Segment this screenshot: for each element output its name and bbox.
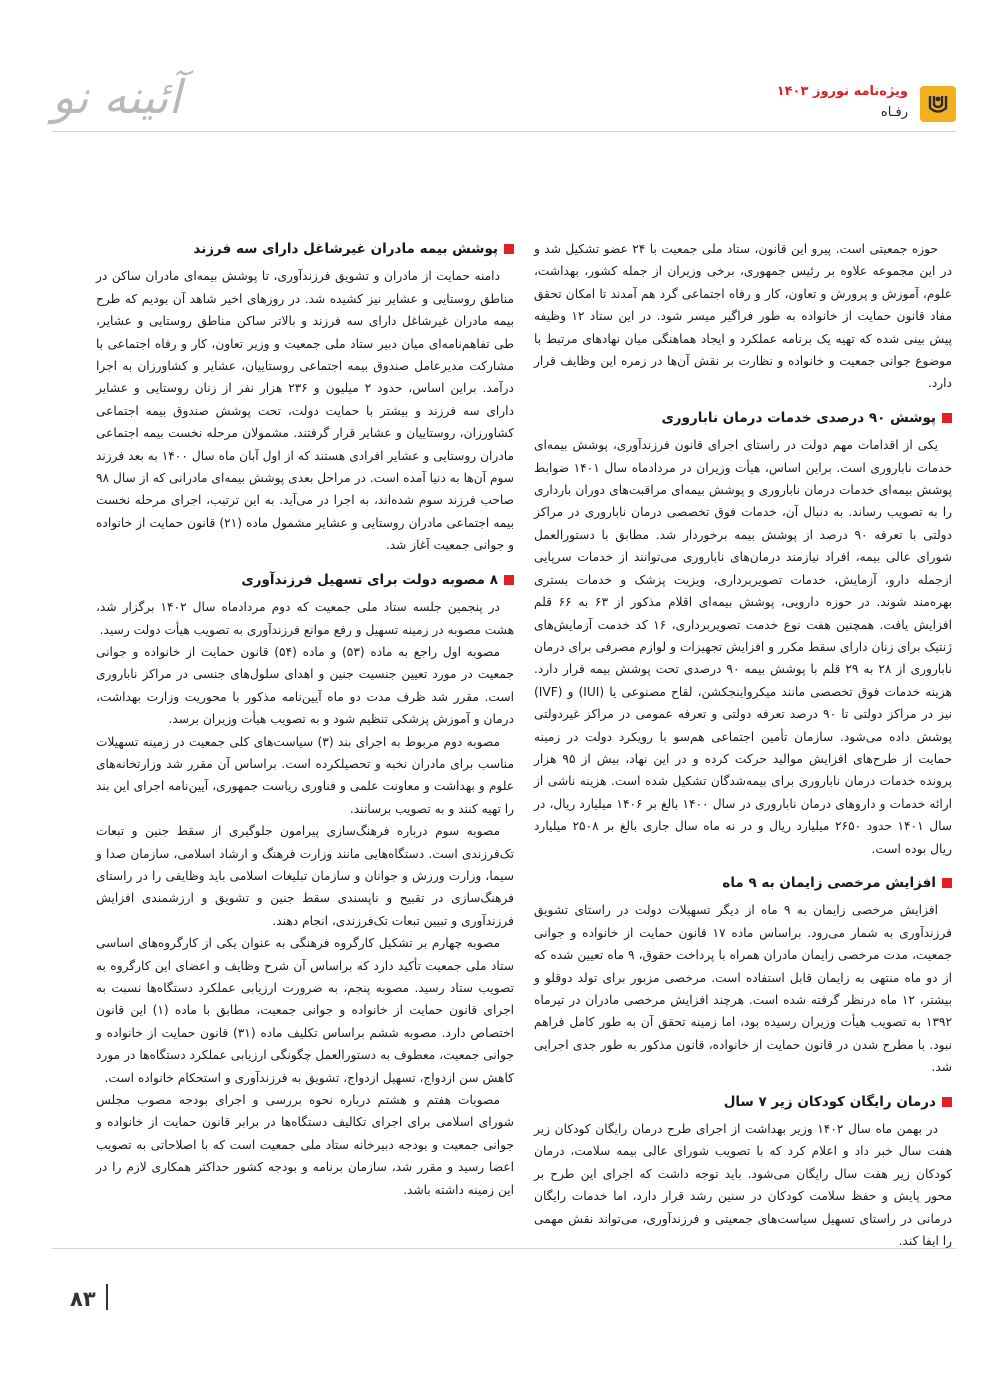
red-square-bullet-icon — [942, 413, 952, 423]
magazine-logo: آئینه نو — [52, 70, 182, 124]
page-number: ۸۳ — [70, 1287, 96, 1311]
body-paragraph: مصوبه دوم مربوط به اجرای بند (۳) سیاست‌های کلی جمعیت در زمینه تسهیلات مناسب برای مادران نخبه و تحصیلکرده است. براساس آن مقرر شد وزارتخانه‌های علوم و بهداشت و معاونت علمی و فناوری ریاست جمهوری، آیین‌نامه اجرای این بند را تهیه کنند و به تصویب برسانند. — [96, 734, 514, 816]
header-divider — [52, 131, 956, 132]
section-heading — [534, 872, 952, 894]
body-paragraph: در پنجمین جلسه ستاد ملی جمعیت که دوم مردادماه سال ۱۴۰۲ برگزار شد، هشت مصوبه در زمینه تسهیل و رفع موانع فرزندآوری به تصویب هیأت دولت رسید. — [96, 600, 514, 637]
body-paragraph: مصوبه چهارم بر تشکیل کارگروه فرهنگی به عنوان یکی از کارگروه‌های اساسی ستاد ملی جمعیت تأکید دارد که براساس آن شرح وظایف و اعضای این کارگروه به تصویب ستاد رسید. مصوبه پنجم، به ضرورت ارزیابی عملکرد دستگاه‌ها نسبت به اجرای قانون حمایت از خانواده و جوانی جمعیت، مطابق با ماده (۱) این قانون اختصاص دارد. مصوبه ششم براساس تکلیف ماده (۳۱) قانون حمایت از خانواده و جوانی جمعیت، معطوف به دستورالعمل چگونگی ارزیابی عملکرد دستگاه‌ها در مورد کاهش سن ازدواج، تسهیل ازدواج، تشویق به فرزندآوری و استحکام خانواده است. — [96, 936, 514, 1085]
body-paragraph: افزایش مرخصی زایمان به ۹ ماه از دیگر تسهیلات دولت در راستای تشویق فرزندآوری به شمار می‌رود. براساس ماده ۱۷ قانون حمایت از خانواده و جوانی جمعیت، مدت مرخصی زایمان مادران همراه با پرداخت حقوق، ۹ ماه تعیین شده که از دو ماه منتهی به زایمان قابل استفاده است. مرخصی مزبور برای تولد دوقلو و بیشتر، ۱۲ ماه درنظر گرفته شده است. هرچند افزایش مرخصی مادران در تیرماه ۱۳۹۲ به تصویب هیأت وزیران رسیده بود، اما زمینه تحقق آن به طور کامل فراهم نبود. با مطرح شدن در قانون حمایت از خانواده، قانون مذکور به طور جدی اجرایی شد. — [534, 903, 952, 1075]
red-square-bullet-icon — [942, 1097, 952, 1107]
hands-icon — [924, 90, 952, 118]
right-column — [534, 238, 952, 1252]
body-paragraph: دامنه حمایت از مادران و تشویق فرزندآوری، تا پوشش بیمه‌ای مادران ساکن در مناطق روستایی و عشایر نیز کشیده شد. در روزهای اخیر شاهد آن بودیم که طرح بیمه مادران غیرشاغل دارای سه فرزند و بالاتر ساکن مناطق روستایی و عشایر، طی تفاهم‌نامه‌ای میان دبیر ستاد ملی جمعیت و وزیر تعاون، کار و رفاه اجتماعی با مشارکت مدیرعامل صندوق بیمه اجتماعی روستاییان، عشایر و کشاورزان به اجرا درآمد. براین اساس، حدود ۲ میلیون و ۲۳۶ هزار نفر از زنان روستایی و عشایر دارای سه فرزند و بیشتر با حمایت دولت، تحت پوشش صندوق بیمه اجتماعی کشاورزان، روستاییان و عشایر قرار گرفتند. مشمولان مرحله نخست بیمه اجتماعی مادران روستایی و عشایر افرادی هستند که از اول آبان ماه سال ۱۴۰۰ به بعد فرزند سوم آن‌ها به دنیا آمده است. در مراحل بعدی پوشش بیمه‌ای مادرانی که از سال ۹۸ صاحب فرزند سوم شده‌اند، به اجرا در می‌آید. به این ترتیب، اجرای مرحله نخست بیمه اجتماعی مادران روستایی و عشایر مشمول ماده (۲۱) قانون حمایت از خانواده و جوانی جمعیت آغاز شد. — [96, 269, 514, 553]
welfare-organization-logo — [920, 86, 956, 122]
body-paragraph: یکی از اقدامات مهم دولت در راستای اجرای قانون فرزندآوری، پوشش بیمه‌ای خدمات ناباروری است. براین اساس، هیأت وزیران در مردادماه سال ۱۴۰۱ ضوابط پوشش بیمه‌ای خدمات درمان ناباروری و پوشش بیمه‌ای مراقبت‌های دوران بارداری را به تصویب رساند. به دنبال آن، خدمات فوق تخصصی درمان ناباروری در مراکز دولتی با تعرفه ۹۰ درصد از پوشش بیمه برخوردار شد. مطابق با دستورالعمل شورای عالی بیمه، افراد نیازمند درمان‌های ناباروری می‌توانند از خدمات سرپایی ازجمله دارو، آزمایش، خدمات تصویربرداری، ویزیت پزشک و خدمات بستری بهره‌مند شوند. در حوزه دارویی، پوشش بیمه‌ای اقلام مذکور از ۶۳ به ۶۶ قلم افزایش یافت. همچنین هفت نوع خدمت تصویربرداری، ۱۶ کد خدمت آزمایش‌های ژنتیک برای زنان دارای سقط مکرر و افزایش تجهیزات و لوازم مصرفی برای درمان ناباروری از ۲۸ به ۲۹ قلم با پوشش بیمه ۹۰ درصدی تحت پوشش بیمه قرار دارد. هزینه خدمات فوق تخصصی مانند میکرواینجکشن، لقاح مصنوعی یا (IUI) و (IVF) نیز در مراکز دولتی تا ۹۰ درصد تعرفه دولتی و تعرفه عمومی در مراکز غیردولتی پوشش داده می‌شود. سازمان تأمین اجتماعی هم‌سو با رویکرد دولت در زمینه حمایت از طرح‌های افزایش موالید حرکت کرده و در این نهاد، بیش از ۹۵ هزار پرونده خدمات درمان ناباروری برای بیمه‌شدگان تشکیل شده است. هزینه ناشی از ارائه خدمات و داروهای درمان ناباروری در سال ۱۴۰۰ بالغ بر ۱۴۰۶ میلیارد ریال، در سال ۱۴۰۱ حدود ۲۶۵۰ میلیارد ریال و در نه ماه سال جاری بالغ بر ۲۵۰۸ میلیارد ریال بوده است. — [534, 438, 953, 856]
body-paragraph: مصوبه اول راجع به ماده (۵۳) و ماده (۵۴) قانون حمایت از خانواده و جوانی جمعیت در مورد تعیین جنسیت جنین و اهدای سلول‌های جنسی در مراکز ناباروری است. مقرر شد ظرف مدت دو ماه آیین‌نامه مذکور با محوریت وزارت بهداشت، درمان و آموزش پزشکی تنظیم شود و به تصویب هیأت وزیران برسد. — [96, 644, 514, 727]
page-header — [0, 0, 1000, 170]
section-heading-text: افزایش مرخصی زایمان به ۹ ماه — [722, 874, 936, 891]
red-square-bullet-icon — [504, 575, 514, 585]
issue-label: ویژه‌نامه نوروز ۱۴۰۳ — [776, 84, 908, 99]
page-number-bar — [106, 1284, 108, 1310]
section-heading — [534, 407, 952, 429]
section-label: رفـاه — [880, 105, 908, 120]
red-square-bullet-icon — [504, 244, 514, 254]
footer-divider — [52, 1248, 956, 1249]
body-paragraph: مصوبه سوم درباره فرهنگ‌سازی پیرامون جلوگیری از سقط جنین و تبعات تک‌فرزندی است. دستگاه‌هایی مانند وزارت فرهنگ و ارشاد اسلامی، سازمان صدا و سیما، وزارت ورزش و جوانان و سازمان تبلیغات اسلامی باید وظایفی را در راستای فرهنگ‌سازی در تقبیح و ناپسندی سقط جنین و تشویق و ارزشمندی افزایش فرزندآوری و تبیین تبعات تک‌فرزندی، انجام دهند. — [96, 824, 514, 928]
red-square-bullet-icon — [942, 878, 952, 888]
section-heading-text: پوشش ۹۰ درصدی خدمات درمان ناباروری — [661, 409, 936, 426]
body-paragraph: مصوبات هفتم و هشتم درباره نحوه بررسی و اجرای بودجه مصوب مجلس شورای اسلامی برای اجرای تکالیف دستگاه‌ها در برابر قانون حمایت از خانواده و جوانی جمعیت و بودجه دبیرخانه ستاد ملی جمعیت است که با اصلاحاتی به تصویب اعضا رسید و مقرر شد، سازمان برنامه و بودجه کشور حداکثر همکاری لازم را در این زمینه داشته باشد. — [96, 1093, 514, 1197]
section-heading — [96, 569, 514, 591]
left-column — [96, 238, 514, 1201]
body-paragraph: در بهمن ماه سال ۱۴۰۲ وزیر بهداشت از اجرای طرح درمان رایگان کودکان زیر هفت سال خبر داد و اعلام کرد که با تصویب شورای عالی بیمه سلامت، درمان کودکان زیر هفت سال رایگان می‌شود. باید توجه داشت که اجرای این طرح بر محور پایش و حفظ سلامت کودکان در سنین رشد قرار دارد، اما خدمات رایگان درمانی در راستای تسهیل سیاست‌های جمعیتی و فرزندآوری، می‌تواند نقش مهمی را ایفا کند. — [534, 1122, 952, 1249]
section-heading-text: درمان رایگان کودکان زیر ۷ سال — [723, 1093, 936, 1110]
intro-paragraph: حوزه جمعیتی است. پیرو این قانون، ستاد ملی جمعیت با ۲۴ عضو تشکیل شد و در این مجموعه علاوه بر رئیس جمهوری، برخی وزیران از جمله کشور، بهداشت، علوم، آموزش و پرورش و تعاون، کار و رفاه اجتماعی گرد هم آمدند تا امکان تحقق مفاد قانون حمایت از خانواده به طور فراگیر میسر شود. در این ستاد ۱۲ وظیفه پیش بینی شده که تهیه یک برنامه عملکرد و ایجاد هماهنگی میان نهادهای مرتبط با موضوع جوانی جمعیت و خانواده و نظارت بر نقش آن‌ها در زمره این وظایف قرار دارد. — [534, 242, 952, 391]
section-heading — [534, 1091, 952, 1113]
section-heading — [96, 238, 514, 260]
section-heading-text: پوشش بیمه مادران غیرشاغل دارای سه فرزند — [193, 241, 498, 257]
section-heading-text: ۸ مصوبه دولت برای تسهیل فرزندآوری — [241, 571, 498, 588]
